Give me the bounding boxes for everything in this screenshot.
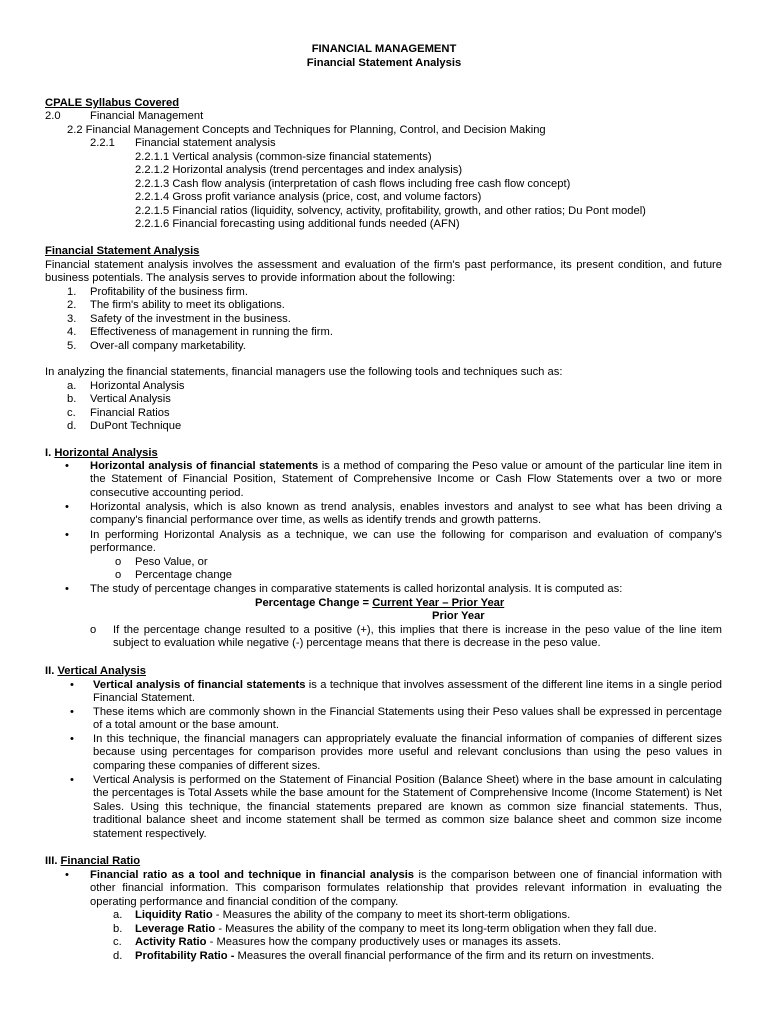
- bullet-text: [90, 460, 722, 500]
- bullet-text: In performing Horizontal Analysis as a technique, we can use the following for comparison and evaluation of company's performance.: [90, 529, 722, 555]
- list-item: Vertical Analysis: [90, 393, 171, 405]
- section-heading-vertical: [45, 665, 146, 678]
- bullet-icon: •: [70, 706, 74, 718]
- list-number: 1.: [67, 286, 77, 298]
- section-number: I.: [45, 447, 55, 459]
- list-number: 3.: [67, 313, 77, 325]
- formula: [255, 597, 504, 610]
- bullet-icon: •: [70, 679, 74, 691]
- syllabus-l3-text: Financial statement analysis: [135, 137, 276, 149]
- bullet-icon: •: [65, 529, 69, 541]
- section-number: II.: [45, 665, 58, 677]
- list-item: Safety of the investment in the business.: [90, 313, 291, 325]
- bullet-icon: •: [70, 733, 74, 745]
- section-title: Financial Ratio: [60, 855, 141, 867]
- ratio-name: Activity Ratio: [135, 936, 207, 948]
- section-title: Vertical Analysis: [57, 665, 146, 677]
- section-number: III.: [45, 855, 61, 867]
- list-item: Effectiveness of management in running the firm.: [90, 326, 333, 338]
- bullet-text: Horizontal analysis, which is also known as trend analysis, enables investors and analyst to see what has been driving a company's financial performance over time, as wells as identify trends and growth patterns.: [90, 501, 722, 527]
- bullet-text: [93, 679, 722, 706]
- bold-term: Horizontal analysis of financial statements: [90, 460, 319, 472]
- bullet-text: [90, 869, 722, 909]
- bullet-icon: •: [65, 501, 69, 513]
- ratio-name: Leverage Ratio: [135, 923, 216, 935]
- syllabus-heading: CPALE Syllabus Covered: [45, 97, 180, 109]
- list-letter: d.: [67, 420, 77, 432]
- list-letter: c.: [113, 936, 122, 948]
- bullet-text: These items which are commonly shown in the Financial Statements using their Peso values shall be expressed in percentage of a total amount or the base amount.: [93, 706, 722, 732]
- sub-item: Percentage change: [135, 569, 233, 581]
- circle-bullet-icon: o: [115, 569, 122, 581]
- formula-denominator: Prior Year: [432, 610, 485, 622]
- ratio-item: [135, 950, 654, 963]
- ratio-desc: - Measures how the company productively uses or manages its assets.: [206, 936, 561, 948]
- list-letter: b.: [113, 923, 123, 935]
- list-number: 2.: [67, 299, 77, 311]
- bullet-rest: is a method of comparing the Peso value or amount of the particular line item in the Statement of Financial Position, Statement of Comprehensive Income or Cash Flow Statements over a two or more consecutive accounting period.: [90, 460, 723, 499]
- list-number: 5.: [67, 340, 77, 352]
- circle-bullet-icon: o: [90, 624, 97, 636]
- list-item: Over-all company marketability.: [90, 340, 246, 352]
- list-letter: c.: [67, 407, 76, 419]
- section-heading-horizontal: [45, 447, 158, 460]
- ratio-item: [135, 909, 570, 922]
- ratio-desc: - Measures the ability of the company to meet its long-term obligation when they fall due.: [215, 923, 657, 935]
- list-item: Horizontal Analysis: [90, 380, 185, 392]
- list-letter: a.: [113, 909, 123, 921]
- fsa-heading: Financial Statement Analysis: [45, 245, 200, 257]
- bullet-icon: •: [65, 460, 69, 472]
- list-letter: d.: [113, 950, 123, 962]
- tools-intro: In analyzing the financial statements, financial managers use the following tools and techniques such as:: [45, 366, 563, 378]
- ratio-desc: Measures the overall financial performance of the firm and its return on investments.: [234, 950, 655, 962]
- syllabus-l1-text: Financial Management: [90, 110, 204, 122]
- formula-numerator: Current Year – Prior Year: [372, 597, 505, 609]
- bullet-text: The study of percentage changes in comparative statements is called horizontal analysis. It is computed as:: [90, 583, 623, 595]
- bold-term: Vertical analysis of financial statements: [93, 679, 306, 691]
- syllabus-item: 2.2.1.4 Gross profit variance analysis (price, cost, and volume factors): [135, 191, 482, 203]
- bullet-icon: •: [70, 774, 74, 786]
- bullet-icon: •: [65, 583, 69, 595]
- list-item: DuPont Technique: [90, 420, 182, 432]
- bullet-text: Vertical Analysis is performed on the Statement of Financial Position (Balance Sheet) where in the base amount in calculating the percentages is Total Assets while the base amount for the Statement of Comprehensive Income (Income Statement) is Net Sales. Using this technique, the financial statements prepared are known as common size financial statements. Thus, traditional balance sheet and income statement shall be termed as common size balance sheet and common size income statement respectively.: [93, 774, 722, 840]
- fsa-intro: Financial statement analysis involves the assessment and evaluation of the firm's past performance, its present condition, and future business potentials. The analysis serves to provide information about the following:: [45, 259, 722, 285]
- document-title: FINANCIAL MANAGEMENT: [311, 43, 457, 55]
- bullet-rest: is a technique that involves assessment of the different line items in a single period Financial Statement.: [93, 679, 722, 705]
- ratio-name: Profitability Ratio -: [135, 950, 235, 962]
- bullet-rest: is the comparison between one of financial information with other financial information. This comparison formulates relationship that provides relevant information in evaluating the operating performance and financial condition of the company.: [90, 869, 723, 908]
- list-item: Financial Ratios: [90, 407, 170, 419]
- syllabus-l3-number: 2.2.1: [90, 137, 115, 149]
- syllabus-l1-number: 2.0: [45, 110, 61, 122]
- list-number: 4.: [67, 326, 77, 338]
- bullet-text: In this technique, the financial managers can appropriately evaluate the financial information of companies of different sizes because using percentages for comparison provides more useful and relevant conclusions than using the peso values in comparing these companies of different sizes.: [93, 733, 722, 772]
- syllabus-item: 2.2.1.5 Financial ratios (liquidity, solvency, activity, profitability, growth, and other ratios; Du Pont model): [135, 205, 646, 217]
- list-letter: a.: [67, 380, 77, 392]
- sub-item: Peso Value, or: [135, 556, 208, 568]
- syllabus-item: 2.2.1.2 Horizontal analysis (trend percentages and index analysis): [135, 164, 463, 176]
- ratio-desc: - Measures the ability of the company to meet its short-term obligations.: [212, 909, 571, 921]
- section-title: Horizontal Analysis: [54, 447, 158, 459]
- bullet-icon: •: [65, 869, 69, 881]
- ratio-name: Liquidity Ratio: [135, 909, 213, 921]
- circle-bullet-icon: o: [115, 556, 122, 568]
- syllabus-item: 2.2.1.3 Cash flow analysis (interpretation of cash flows including free cash flow concept): [135, 178, 571, 190]
- ratio-item: [135, 923, 657, 936]
- section-heading-ratio: [45, 855, 140, 868]
- ratio-item: [135, 936, 561, 949]
- list-letter: b.: [67, 393, 77, 405]
- list-item: Profitability of the business firm.: [90, 286, 248, 298]
- syllabus-item: 2.2.1.1 Vertical analysis (common-size financial statements): [135, 151, 432, 163]
- bold-term: Financial ratio as a tool and technique in financial analysis: [90, 869, 415, 881]
- list-item: The firm's ability to meet its obligations.: [90, 299, 285, 311]
- formula-label: Percentage Change =: [255, 597, 373, 609]
- note-text: If the percentage change resulted to a positive (+), this implies that there is increase in the peso value of the line item subject to evaluation while negative (-) percentage means that there is decrease in the peso value.: [113, 624, 722, 650]
- syllabus-item: 2.2.1.6 Financial forecasting using additional funds needed (AFN): [135, 218, 460, 230]
- document-subtitle: Financial Statement Analysis: [306, 57, 462, 69]
- syllabus-l2-text: 2.2 Financial Management Concepts and Techniques for Planning, Control, and Decision Making: [67, 124, 546, 136]
